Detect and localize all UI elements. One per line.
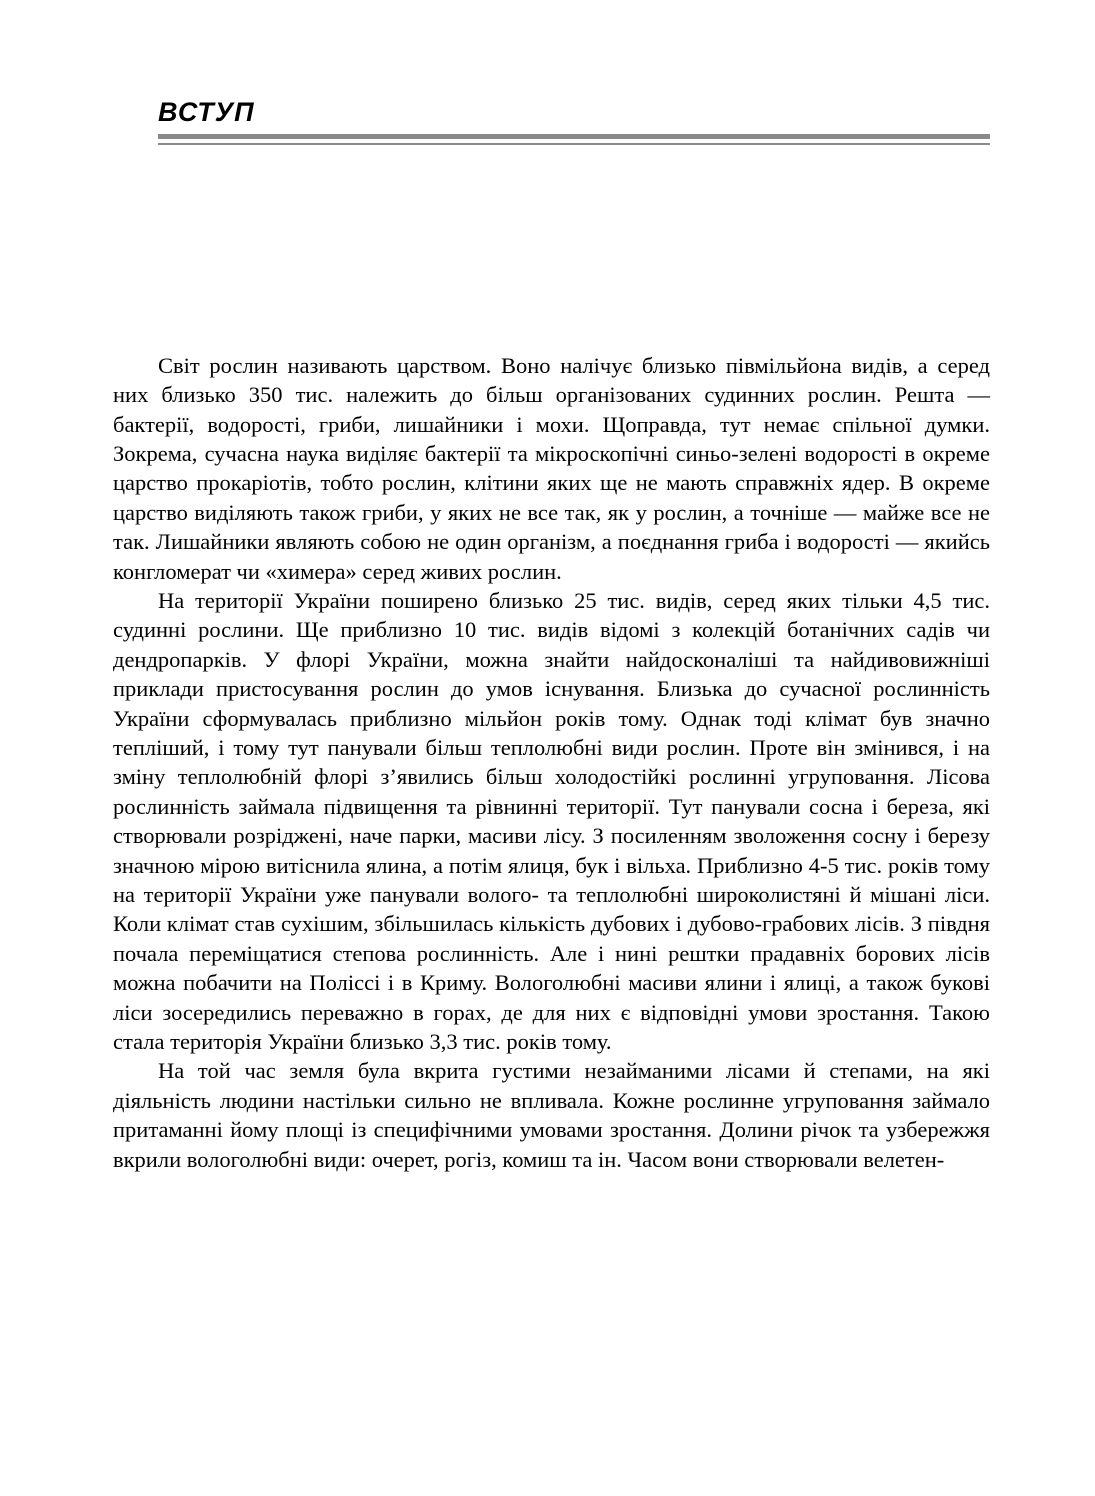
paragraph: На той час земля була вкрита густими незайманими лісами й степами, на які діяльність людини настільки сильно не впливала. Кожне рослинне угруповання займало притаманні йому площі із специфічними умовами зростання. Долини річок та узбережжя вкрили вологолюбні види: очерет, рогіз, комиш та ін. Часом вони створювали велетен- — [113, 1058, 990, 1172]
page-title: ВСТУП — [158, 97, 255, 127]
body-text-block — [113, 351, 990, 1174]
paragraph: Світ рослин називають царством. Воно налічує близько півмільйона видів, а серед них близько 350 тис. належить до більш організованих судинних рослин. Решта — бактерії, водорості, гриби, лишайники і мохи. Щоправда, тут немає спільної думки. Зокрема, сучасна наука виділяє бактерії та мікроскопічні синьо-зелені водорості в окреме царство прокаріотів, тобто рослин, клітини яких ще не мають справжніх ядер. В окреме царство виділяють також гриби, у яких не все так, як у рослин, а точніше — майже все не так. Лишайники являють собою не один організм, а поєднання гриба і водорості — якийсь конгломерат чи «химера» серед живих рослин. — [113, 352, 990, 584]
heading-divider-rule — [158, 134, 990, 145]
paragraph: На території України поширено близько 25 тис. видів, серед яких тільки 4,5 тис. судинні рослини. Ще приблизно 10 тис. видів відомі з колекцій ботанічних садів чи дендропарків. У флорі України, можна знайти найдосконаліші та найдивовижніші приклади пристосування рослин до умов існування. Близька до сучасної рослинність України сформувалась приблизно мільйон років тому. Однак тоді клімат був значно тепліший, і тому тут панували більш теплолюбні види рослин. Проте він змінився, і на зміну теплолюбній флорі з’явились більш холодостійкі рослинні угруповання. Лісова рослинність займала підвищення та рівнинні території. Тут панували сосна і береза, які створювали розріджені, наче парки, масиви лісу. З посиленням зволоження сосну і березу значною мірою витіснила ялина, а потім ялиця, бук і вільха. Приблизно 4-5 тис. років тому на території України уже панували волого- та теплолюбні широколистяні й мішані ліси. Коли клімат став сухішим, збільшилась кількість дубових і дубово-грабових лісів. З півдня почала переміщатися степова рослинність. Але і нині рештки прадавніх борових лісів можна побачити на Поліссі і в Криму. Вологолюбні масиви ялини і ялиці, а також букові ліси зосередились переважно в горах, де для них є відповідні умови зростання. Такою стала територія України близько 3,3 тис. років тому. — [113, 587, 990, 1055]
